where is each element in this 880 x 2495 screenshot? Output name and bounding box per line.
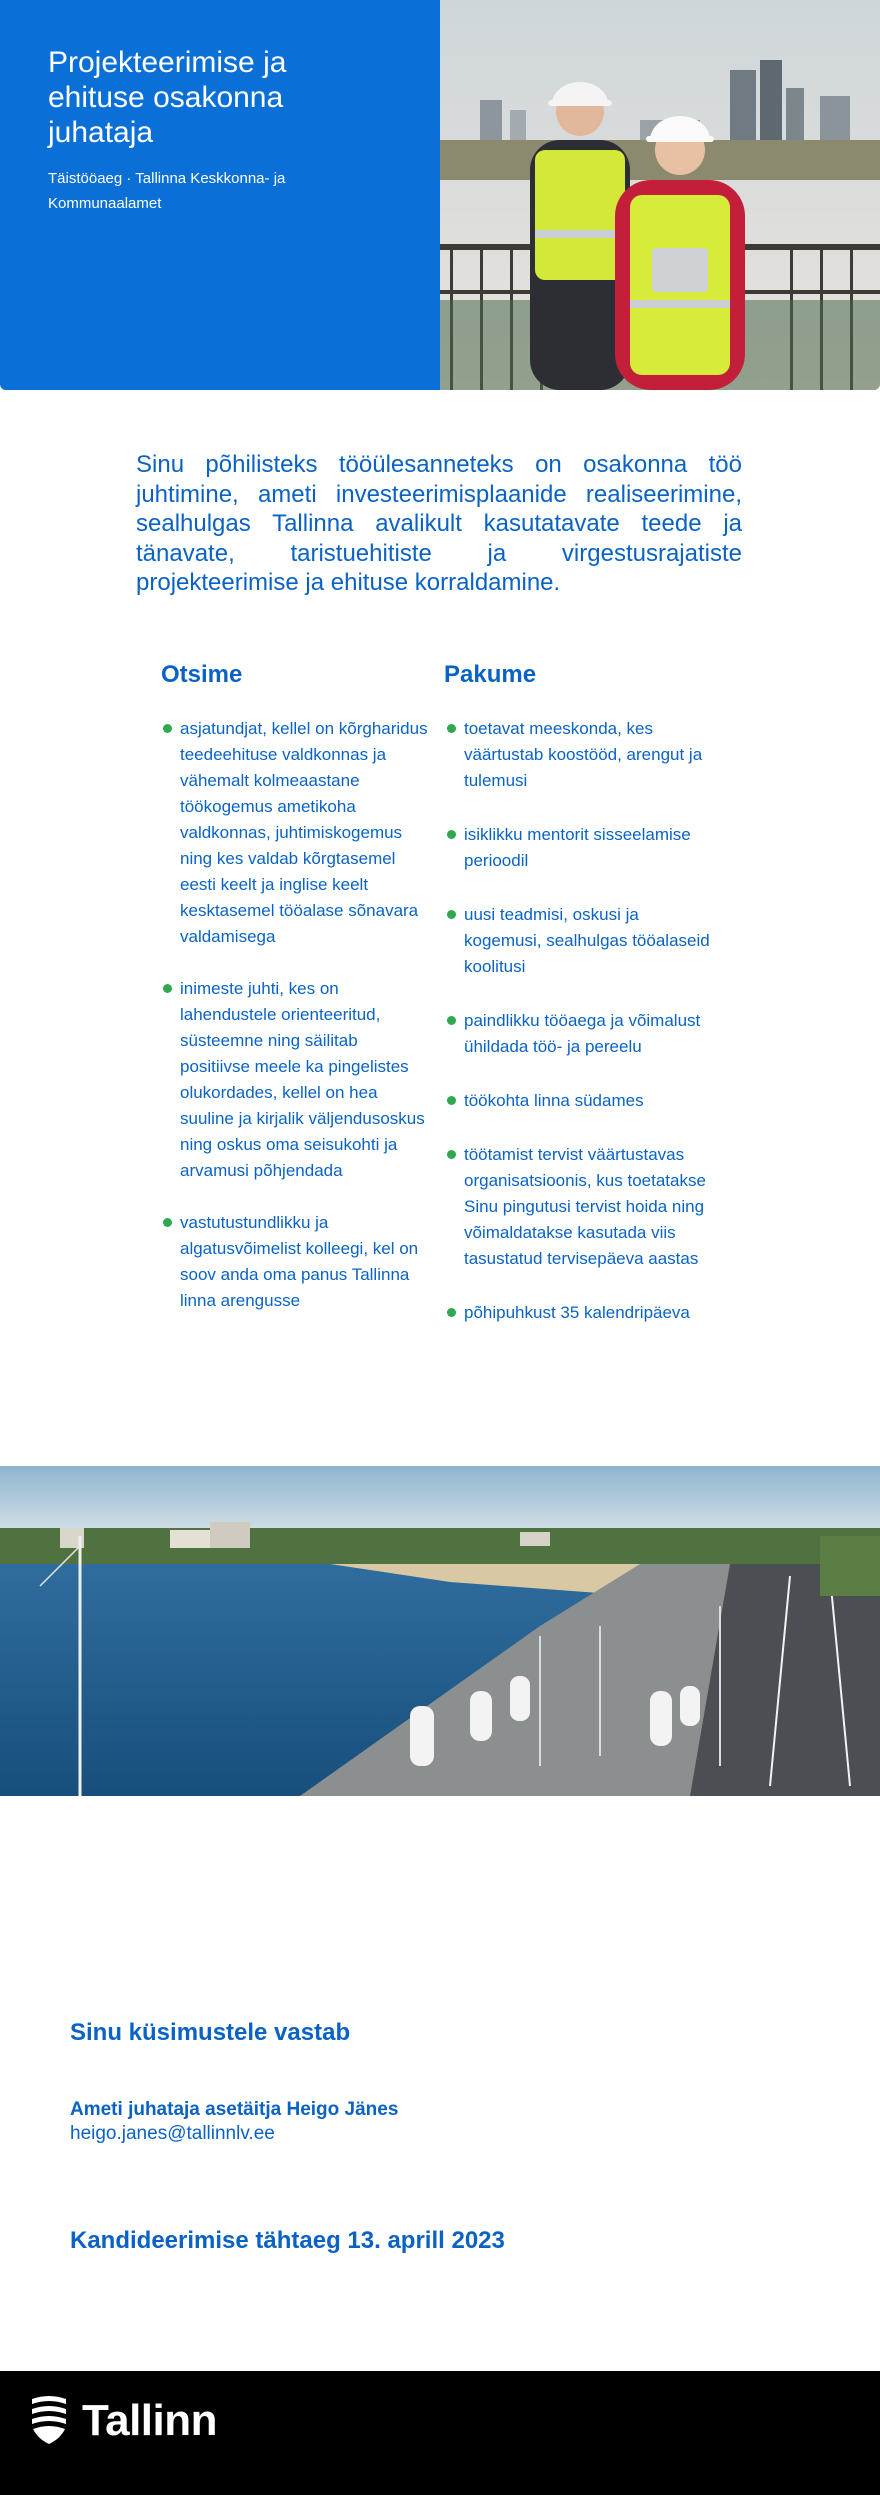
list-item — [444, 1142, 720, 1272]
seeking-item-text: vastutustundlikku ja algatusvõimelist kolleegi, kel on soov anda oma panus Tallinna linna arengusse — [180, 1213, 419, 1310]
bullet-icon — [163, 984, 172, 993]
bullet-icon — [447, 1096, 456, 1105]
bullet-icon — [447, 724, 456, 733]
seeking-heading: Otsime — [161, 661, 243, 688]
bullet-icon — [447, 830, 456, 839]
contact-heading: Sinu küsimustele vastab — [70, 2019, 351, 2046]
offering-item-text: paindlikku tööaega ja võimalust ühildada töö- ja pereelu — [464, 1011, 701, 1056]
seeking-list — [160, 716, 430, 1340]
seeking-item-text: inimeste juhti, kes on lahendustele orienteeritud, süsteemne ning säilitab positiivse meele ka pingelistes olukordades, kellel on hea suuline ja kirjalik väljendusoskus ning oskus oma seisukohti ja arvamusi põhjendada — [180, 979, 425, 1180]
bullet-icon — [447, 1308, 456, 1317]
application-deadline: Kandideerimise tähtaeg 13. aprill 2023 — [70, 2227, 505, 2254]
seeking-item-text: asjatundjat, kellel on kõrgharidus teedeehituse valdkonnas ja vähemalt kolmeaastane töökogemus ametikoha valdkonnas, juhtimiskogemus ning kes valdab kõrgtasemel eesti keelt ja inglise keelt kesktasemel tööalase sõnavara valdamisega — [180, 719, 428, 946]
offering-list — [444, 716, 720, 1354]
offering-heading: Pakume — [444, 661, 537, 688]
offering-item-text: põhipuhkust 35 kalendripäeva — [464, 1303, 690, 1322]
footer — [0, 2371, 880, 2495]
bullet-icon — [447, 1016, 456, 1025]
offering-item-text: töökohta linna südames — [464, 1091, 644, 1110]
bullet-icon — [163, 724, 172, 733]
bullet-icon — [163, 1218, 172, 1227]
bullet-icon — [447, 1150, 456, 1159]
job-title: Projekteerimise ja ehituse osakonna juhataja — [48, 46, 287, 149]
offering-item-text: töötamist tervist väärtustavas organisatsioonis, kus toetatakse Sinu pingutusi tervist hoida ning võimaldatakse kasutada viis tasustatud tervisepäeva aastas — [464, 1145, 706, 1268]
offering-item-text: toetavat meeskonda, kes väärtustab koostööd, arengut ja tulemusi — [464, 719, 703, 790]
list-item — [444, 1300, 720, 1326]
contact-email-link[interactable]: heigo.janes@tallinnlv.ee — [70, 2123, 275, 2144]
list-item — [160, 1210, 430, 1314]
workers-illustration — [440, 0, 880, 390]
coastline-illustration — [0, 1466, 880, 1796]
coastal-promenade-photo — [0, 1466, 880, 1796]
hero-photo-two-workers — [440, 0, 880, 390]
hero-section — [0, 0, 880, 390]
list-item — [160, 976, 430, 1184]
list-item — [444, 716, 720, 794]
offering-item-text: uusi teadmisi, oskusi ja kogemusi, sealhulgas tööalaseid koolitusi — [464, 905, 710, 976]
contact-person-name: Ameti juhataja asetäitja Heigo Jänes — [70, 2099, 399, 2120]
list-item — [444, 902, 720, 980]
hero-panel — [0, 0, 440, 390]
tallinn-shield-logo-icon — [30, 2395, 68, 2445]
tallinn-logo-text: Tallinn — [82, 2396, 218, 2445]
list-item — [444, 822, 720, 874]
lead-paragraph: Sinu põhilisteks tööülesanneteks on osakonna töö juhtimine, ameti investeerimisplaanide realiseerimine, sealhulgas Tallinna avalikult kasutatavate teede ja tänavate, taristuehitiste ja virgestusrajatiste projekteerimise ja ehituse korraldamine. — [136, 451, 742, 596]
list-item — [444, 1008, 720, 1060]
offering-item-text: isiklikku mentorit sisseelamise perioodil — [464, 825, 691, 870]
list-item — [160, 716, 430, 950]
bullet-icon — [447, 910, 456, 919]
job-subtitle: Täistööaeg · Tallinna Keskkonna- ja Kommunaalamet — [48, 170, 286, 212]
list-item — [444, 1088, 720, 1114]
